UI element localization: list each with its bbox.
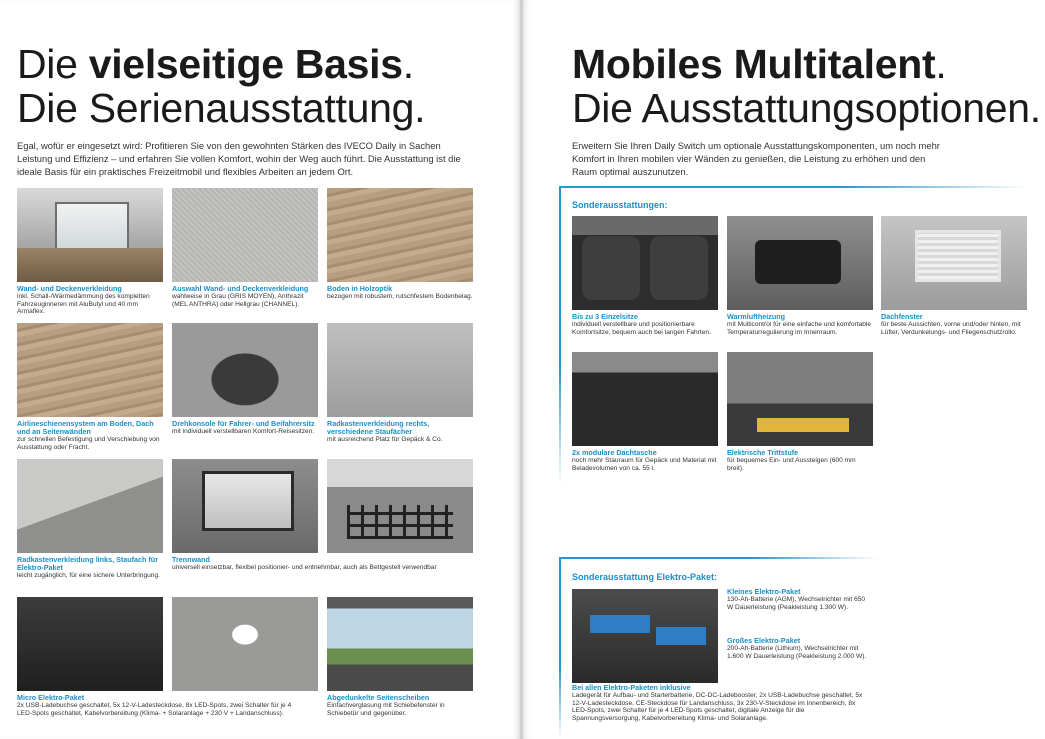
elektro-photo-tile [572, 589, 718, 683]
tile-heading: Trennwand [172, 555, 210, 564]
tile-radkasten-links [17, 459, 163, 580]
photo [327, 597, 473, 691]
left-title [17, 42, 425, 130]
tile-drehkonsole [172, 323, 318, 436]
tile-radkasten-rechts [327, 323, 473, 444]
photo [172, 188, 318, 282]
tile-text: mit Multicontrol für eine einfache und komfortable Temperaturregulierung im Innenraum. [727, 321, 872, 336]
left-title-post: . [402, 41, 414, 87]
sonder-warmluftheizung [727, 216, 873, 336]
tile-text: noch mehr Stauraum für Gepäck und Material mit Beladevolumen von ca. 55 l. [572, 457, 717, 472]
sonder-einzelsitze [572, 216, 718, 336]
left-title-pre: Die [17, 41, 89, 87]
tile-text: wahlweise in Grau (GRIS MOYEN), Anthrazit (MEL ANTHRA) oder Hellgrau (CHANNEL). [172, 293, 304, 308]
tile-text: inkl. Schall-/Wärmedämmung des kompletten Fahrzeuginneren mit AluButyl und 40 mm Armaflex. [17, 293, 150, 316]
tile-text: zur schnellen Befestigung und Verschiebung von Ausstattung oder Fracht. [17, 436, 160, 451]
sonder-trittstufe [727, 352, 873, 472]
photo [327, 323, 473, 417]
tile-heading: Abgedunkelte Seitenscheiben [327, 693, 430, 702]
photo [172, 459, 318, 553]
tile-heading: Dachfenster [881, 312, 923, 321]
tile-text: für beste Aussichten, vorne und/oder hinten, mit Lüfter, Verdunkelungs- und Fliegenschutzrollo. [881, 321, 1021, 336]
tile-heading: Bis zu 3 Einzelsitze [572, 312, 638, 321]
elektro-gross-heading: Großes Elektro-Paket [727, 636, 801, 645]
elektro-heading: Sonderausstattung Elektro-Paket: [572, 572, 718, 582]
elektro-inklusive-text: Ladegerät für Aufbau- und Starterbatterie, DC-DC-Ladebooster, 2x USB-Ladebuchse geschaltet, 5x 12-V-Ladesteckdose, CE-Steckdose für Landanschluss, 3x 230-V-Steckdose im Innenbereich, 8x LED-Spots, zwei Schalter für je 4 LED-Spots geschaltet, digitale Anzeige für die Spannungsversorgung, Kabelvorbereitung Klima- und Solaranlage. [572, 692, 863, 722]
photo [172, 597, 318, 691]
elektro-klein-heading: Kleines Elektro-Paket [727, 587, 801, 596]
tile-text: mit individuell verstellbaren Komfort-Reisesitzen. [172, 428, 315, 436]
tile-heading: Wand- und Deckenverkleidung [17, 284, 122, 293]
tile-text: 2x USB-Ladebuchse geschaltet, 5x 12-V-Ladesteckdose, 8x LED-Spots, zwei Schalter für je 4 LED-Spots geschaltet, Kabelvorbereitung (Klima- + Solaranlage + 230 V + Landanschluss). [17, 702, 292, 717]
photo [17, 188, 163, 282]
elektro-gross [727, 637, 867, 660]
tile-seitenscheiben [327, 597, 473, 717]
tile-text: leicht zugänglich, für eine sichere Unterbringung. [17, 572, 160, 580]
photo [572, 216, 718, 310]
tile-heading: Airlineschienensystem am Boden, Dach und an Seitenwänden [17, 419, 154, 437]
sonder-heading: Sonderausstattungen: [572, 200, 668, 210]
photo [327, 459, 473, 553]
left-title-line2: Die Serienausstattung. [17, 85, 426, 131]
photo [727, 216, 873, 310]
photo [572, 352, 718, 446]
tile-text: mit ausreichend Platz für Gepäck & Co. [327, 436, 443, 444]
tile-airlineschienen [17, 323, 163, 452]
tile-text: individuell verstellbare und positionierbare Komfortsitze, bequem auch bei langen Fahrten. [572, 321, 711, 336]
tile-heading: Warmluftheizung [727, 312, 786, 321]
photo [172, 323, 318, 417]
tile-text: universell einsetzbar, flexibel positionier- und entnehmbar, auch als Bettgestell verwendbar [172, 564, 437, 572]
sonder-dachtasche [572, 352, 718, 472]
tile-text: Einfachverglasung mit Schiebefenster in Schiebetür und gegenüber. [327, 702, 445, 717]
sonder-dachfenster [881, 216, 1027, 336]
photo [572, 589, 718, 683]
tile-heading: Radkastenverkleidung rechts, verschiedene Staufächer [327, 419, 430, 437]
tile-auswahl-verkleidung [172, 188, 318, 308]
elektro-gross-text: 200-Ah-Batterie (Lithium), Wechselrichter mit 1.600 W Dauerleistung (Peakleistung 2.000 W). [727, 645, 867, 660]
right-intro: Erweitern Sie Ihren Daily Switch um optionale Ausstattungskomponenten, um noch mehr Komfort in Ihren mobilen vier Wänden zu genießen, die Leistung zu erhöhen und den Raum optimal auszunutzen. [572, 140, 940, 177]
tile-heading: Radkastenverkleidung links, Staufach für Elektro-Paket [17, 555, 158, 573]
right-title-line2: Die Ausstattungsoptionen. [572, 85, 1041, 131]
photo [17, 323, 163, 417]
tile-heading: Drehkonsole für Fahrer- und Beifahrersitz [172, 419, 315, 428]
photo [17, 459, 163, 553]
sonder-box-left-line [559, 186, 561, 486]
photo [727, 352, 873, 446]
tile-heading: Boden in Holzoptik [327, 284, 393, 293]
elektro-klein [727, 588, 867, 611]
right-title [572, 42, 1041, 130]
elektro-inklusive-heading: Bei allen Elektro-Paketen inklusive [572, 683, 691, 692]
left-title-bold: vielseitige Basis [88, 41, 403, 87]
sonder-box-top-line [559, 186, 1029, 188]
right-title-post: . [935, 41, 947, 87]
photo [881, 216, 1027, 310]
tile-trennwand-bett [327, 459, 473, 553]
tile-heading: Auswahl Wand- und Deckenverkleidung [172, 284, 309, 293]
left-intro: Egal, wofür er eingesetzt wird: Profitieren Sie von den gewohnten Stärken des IVECO Daily in Sachen Leistung und Effizienz – und erfahren Sie vollen Komfort, wohin der Weg auch führt. Die Ausstattung ist die ideale Basis für ein praktisches Freizeitmobil und flexibles Arbeiten an jedem Ort. [17, 140, 461, 177]
tile-text: für bequemes Ein- und Aussteigen (600 mm breit). [727, 457, 856, 472]
tile-boden-holzoptik [327, 188, 473, 301]
right-title-bold: Mobiles Multitalent [572, 41, 936, 87]
right-page [523, 0, 1045, 739]
tile-text: bezogen mit robustem, rutschfestem Bodenbelag. [327, 293, 473, 301]
elektro-inklusive [572, 684, 872, 723]
photo [327, 188, 473, 282]
photo [17, 597, 163, 691]
tile-heading: 2x modulare Dachtasche [572, 448, 657, 457]
tile-heading: Elektrische Trittstufe [727, 448, 799, 457]
tile-heading: Micro Elektro-Paket [17, 693, 85, 702]
elektro-box-left-line [559, 557, 561, 739]
left-page [0, 0, 520, 739]
tile-wand-decke [17, 188, 163, 316]
elektro-klein-text: 130-Ah-Batterie (AGM), Wechselrichter mit 650 W Dauerleistung (Peakleistung 1.300 W). [727, 596, 866, 611]
tile-led-spot [172, 597, 318, 691]
elektro-box-top-line [559, 557, 879, 559]
